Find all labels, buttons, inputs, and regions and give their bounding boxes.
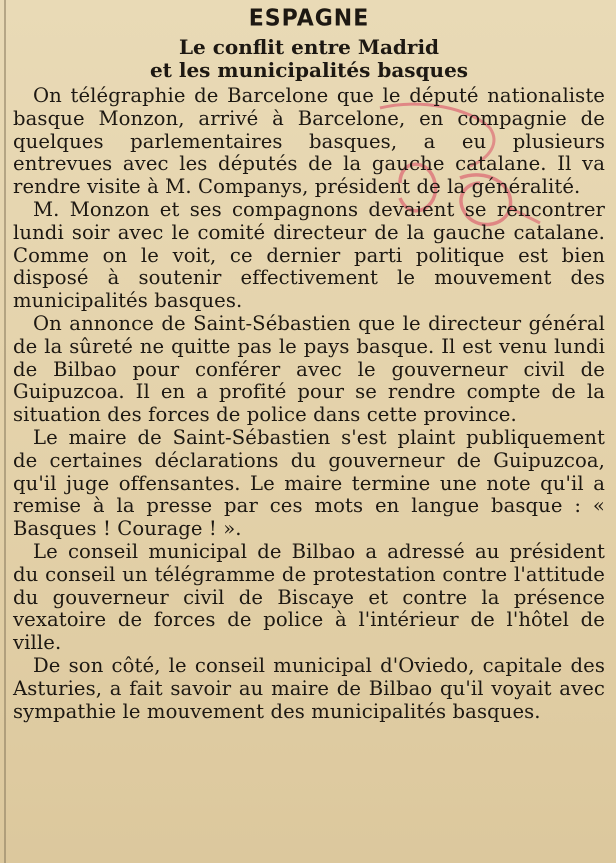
paragraph-3: On annonce de Saint-Sébastien que le directeur général de la sûreté ne quitte pas le pays basque. Il est venu lundi de Bilbao pour conférer avec le gouverneur civil de Guipuzcoa. Il en a profité pour se rendre compte de la situation des forces de police dans cette province. (13, 311, 605, 427)
paragraph-1: On télégraphie de Barcelone que le député nationaliste basque Monzon, arrivé à Barcelone, en compagnie de quelques parlementaires basques, a eu plusieurs entrevues avec les députés de la gauche catalane. Il va rendre visite à M. Companys, président de la généralité. (13, 84, 605, 199)
paragraph-6: De son côté, le conseil municipal d'Oviedo, capitale des Asturies, a fait savoir au maire de Bilbao qu'il voyait avec sympathie le mouvement des municipalités basques. (13, 653, 605, 723)
article (13, 4, 605, 723)
column-rule (4, 0, 6, 863)
section-kicker: ESPAGNE (248, 5, 370, 32)
paragraph-2: M. Monzon et ses compagnons devaient se rencontrer lundi soir avec le comité directeur de la gauche catalane. Comme on le voit, ce dernier parti politique est bien disposé à soutenir effectivement le mouvement des municipalités basques. (13, 197, 605, 313)
article-headline (13, 36, 605, 82)
paragraph-5: Le conseil municipal de Bilbao a adressé au président du conseil un télégramme de protestation contre l'attitude du gouverneur civil de Biscaye et contre la présence vexatoire de forces de police à l'intérieur de l'hôtel de ville. (13, 539, 605, 655)
headline-line-2: et les municipalités basques (149, 58, 469, 82)
paragraph-4: Le maire de Saint-Sébastien s'est plaint publiquement de certaines déclarations du gouverneur de Guipuzcoa, qu'il juge offensantes. Le maire termine une note qu'il a remise à la presse par ces mots en langue basque : « Basques ! Courage ! ». (13, 425, 605, 541)
headline-line-1: Le conflit entre Madrid (178, 35, 440, 59)
